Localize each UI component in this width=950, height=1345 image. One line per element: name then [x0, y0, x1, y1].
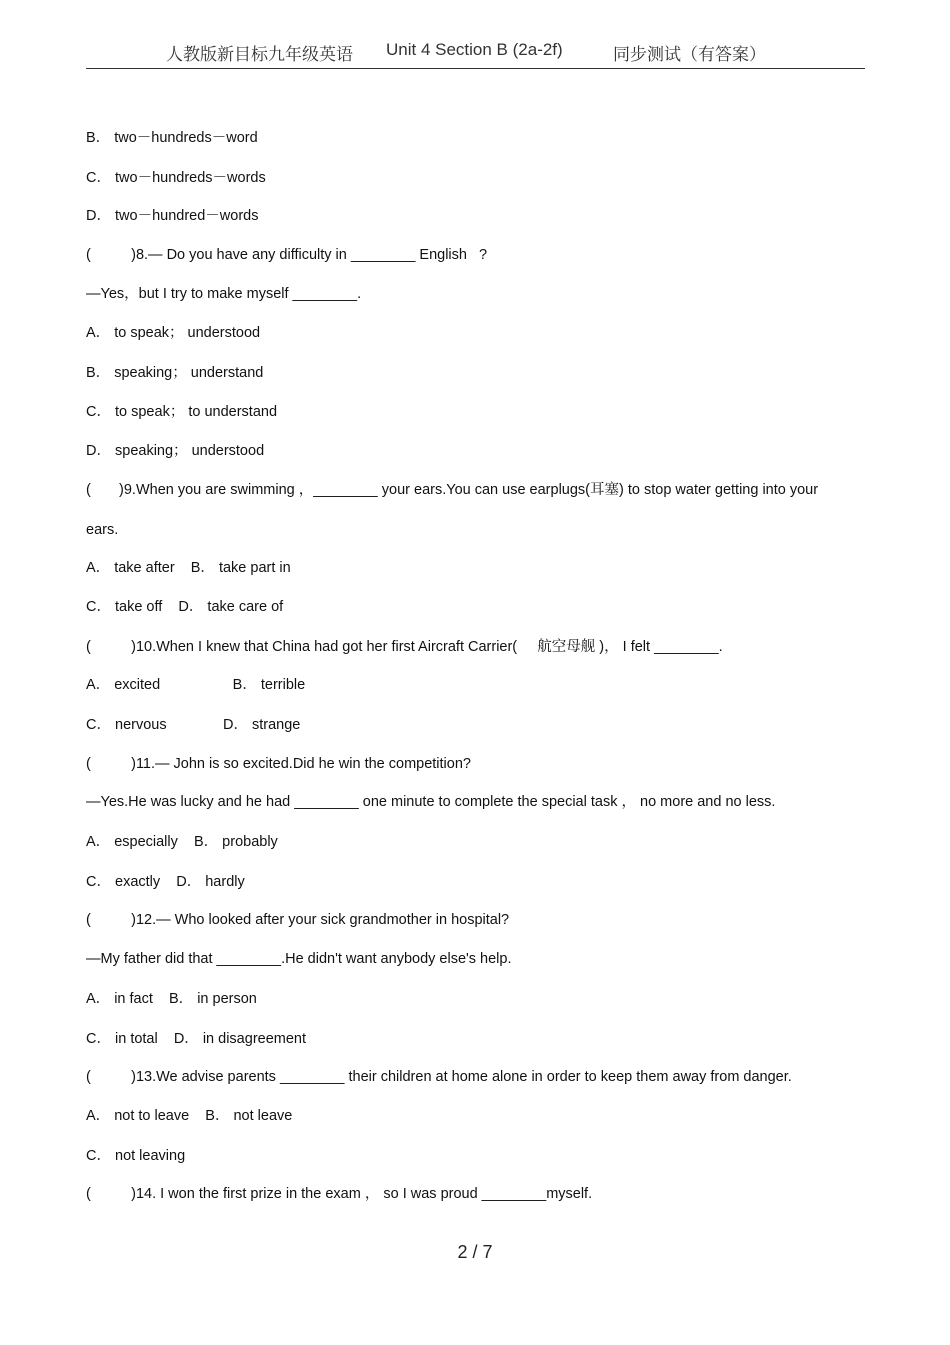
question-9: ( )9.When you are swimming ，________ your ears.You can use earplugs(耳塞) to stop water getting into your — [86, 482, 819, 498]
text-line: —Yes.He was lucky and he had ________ one minute to complete the special task ， no more and no less. — [86, 794, 776, 810]
text-line: C． in total D． in disagreement — [86, 1031, 307, 1047]
text-line: ears. — [86, 522, 119, 538]
text-line: A． take after B． take part in — [86, 560, 291, 576]
header-unit-title: Unit 4 Section B (2a-2f) — [386, 40, 563, 59]
text-line: B． speaking； understand — [86, 365, 264, 381]
header-test-title: 同步测试（有答案） — [613, 45, 766, 64]
text-line: C． nervous D． strange — [86, 717, 301, 733]
question-12: ( )12.— Who looked after your sick grandmother in hospital? — [86, 912, 510, 928]
question-10: ( )10.When I knew that China had got her first Aircraft Carrier( 航空母舰 )， I felt ________. — [86, 639, 723, 655]
question-11: ( )11.— John is so excited.Did he win the competition? — [86, 756, 471, 772]
text-line: C． exactly D． hardly — [86, 874, 245, 890]
question-13: ( )13.We advise parents ________ their children at home alone in order to keep them away from danger. — [86, 1069, 792, 1085]
text-line: —My father did that ________.He didn't want anybody else's help. — [86, 951, 512, 967]
text-line: C． two－hundreds－words — [86, 170, 266, 186]
page-header — [86, 38, 865, 69]
page-number: 2 / 7 — [457, 1242, 493, 1262]
text-line: A． to speak； understood — [86, 325, 261, 341]
text-line: A． not to leave B． not leave — [86, 1108, 293, 1124]
text-line: —Yes，but I try to make myself ________. — [86, 286, 362, 302]
text-line: D． speaking； understood — [86, 443, 265, 459]
header-title-chinese: 人教版新目标九年级英语 — [166, 45, 353, 64]
text-line: C． take off D． take care of — [86, 599, 284, 615]
text-line: A． excited B． terrible — [86, 677, 306, 693]
text-line: B． two－hundreds－word — [86, 130, 258, 146]
question-14: ( )14. I won the first prize in the exam ， so I was proud ________myself. — [86, 1186, 593, 1202]
text-line: A． especially B． probably — [86, 834, 278, 850]
text-line: C． not leaving — [86, 1148, 186, 1164]
text-line: C． to speak； to understand — [86, 404, 278, 420]
text-line: D． two－hundred－words — [86, 208, 259, 224]
text-line: A． in fact B． in person — [86, 991, 257, 1007]
question-8: ( )8.— Do you have any difficulty in ________ English ? — [86, 247, 488, 263]
